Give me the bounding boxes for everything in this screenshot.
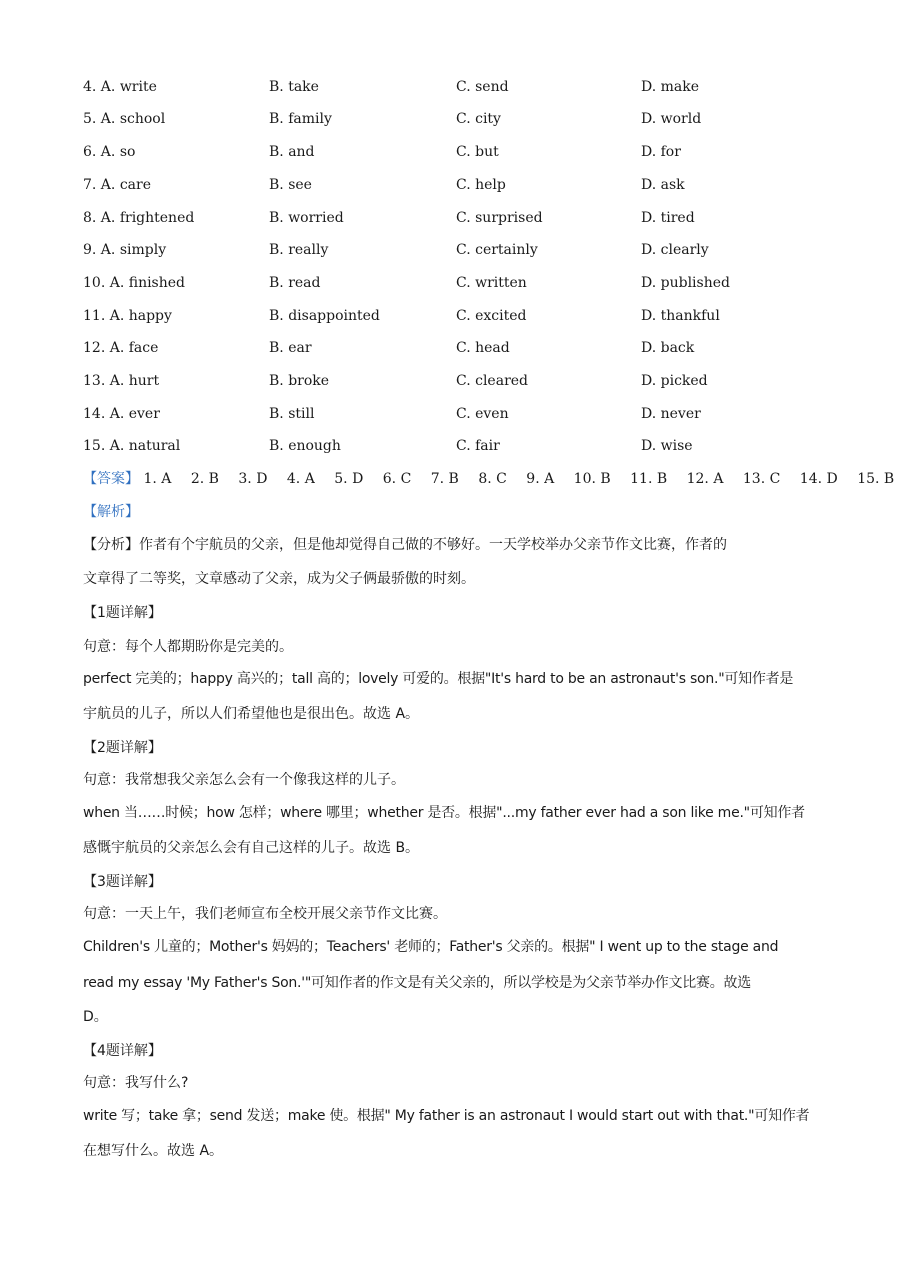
option-b: B. take [269, 79, 319, 95]
section-heading: 【2题详解】 [83, 740, 162, 756]
option-a: 14. A. ever [83, 406, 160, 422]
answer-key [83, 468, 895, 490]
answer-item: 10. B [573, 471, 611, 487]
option-a: 9. A. simply [83, 242, 167, 258]
option-d: D. clearly [641, 242, 709, 258]
question-5-options [83, 108, 843, 130]
answer-item: 7. B [430, 471, 459, 487]
option-d: D. never [641, 406, 701, 422]
sentence-meaning: 句意：我常想我父亲怎么会有一个像我这样的儿子。 [83, 772, 405, 788]
section-heading: 【4题详解】 [83, 1043, 162, 1059]
option-b: B. disappointed [269, 308, 380, 324]
answer-item: 8. C [478, 471, 507, 487]
question-9-options [83, 239, 843, 261]
answer-item: 11. B [630, 471, 668, 487]
question-6-options [83, 141, 843, 163]
summary-line: 文章得了二等奖，文章感动了父亲，成为父子俩最骄傲的时刻。 [83, 571, 475, 587]
analysis-label: 【解析】 [83, 504, 139, 520]
option-c: C. excited [456, 308, 527, 324]
answer-item: 4. A [286, 471, 315, 487]
question-4-options [83, 76, 843, 98]
answer-label: 【答案】 [83, 471, 139, 487]
explanation-line: read my essay 'My Father's Son.'"可知作者的作文是有关父亲的，所以学校是为父亲节举办作文比赛。故选 [83, 975, 752, 991]
answer-item: 13. C [742, 471, 781, 487]
option-b: B. really [269, 242, 329, 258]
question-14-options [83, 403, 843, 425]
explanation-line: perfect 完美的；happy 高兴的；tall 高的；lovely 可爱的。根据"It's hard to be an astronaut's son."可知作者是 [83, 671, 794, 687]
option-b: B. ear [269, 340, 312, 356]
answer-item: 1. A [143, 471, 172, 487]
option-d: D. world [641, 111, 702, 127]
explanation-line: 宇航员的儿子，所以人们希望他也是很出色。故选 A。 [83, 706, 420, 722]
option-c: C. city [456, 111, 501, 127]
explanation-line: 在想写什么。故选 A。 [83, 1143, 224, 1159]
option-a: 11. A. happy [83, 308, 172, 324]
question-13-options [83, 370, 843, 392]
option-a: 8. A. frightened [83, 210, 195, 226]
sentence-meaning: 句意：一天上午，我们老师宣布全校开展父亲节作文比赛。 [83, 906, 447, 922]
option-c: C. head [456, 340, 510, 356]
option-d: D. for [641, 144, 681, 160]
question-12-options [83, 337, 843, 359]
option-d: D. make [641, 79, 700, 95]
option-c: C. help [456, 177, 506, 193]
option-a: 7. A. care [83, 177, 151, 193]
option-d: D. picked [641, 373, 708, 389]
explanation-line: D。 [83, 1009, 108, 1025]
explanation-line: 感慨宇航员的父亲怎么会有自己这样的儿子。故选 B。 [83, 840, 420, 856]
answer-item: 12. A [686, 471, 724, 487]
option-d: D. tired [641, 210, 695, 226]
sentence-meaning: 句意：我写什么? [83, 1075, 189, 1091]
question-8-options [83, 207, 843, 229]
answer-item: 3. D [238, 471, 268, 487]
option-b: B. see [269, 177, 312, 193]
answer-item: 9. A [526, 471, 555, 487]
summary-line: 【分析】作者有个宇航员的父亲，但是他却觉得自己做的不够好。一天学校举办父亲节作文比赛，作者的 [83, 537, 727, 553]
option-d: D. thankful [641, 308, 720, 324]
section-heading: 【3题详解】 [83, 874, 162, 890]
option-c: C. cleared [456, 373, 529, 389]
section-heading: 【1题详解】 [83, 605, 162, 621]
question-10-options [83, 272, 843, 294]
option-c: C. send [456, 79, 509, 95]
answer-item: 5. D [334, 471, 364, 487]
answer-item: 15. B [857, 471, 895, 487]
question-11-options [83, 305, 843, 327]
option-a: 10. A. finished [83, 275, 186, 291]
answer-item: 6. C [382, 471, 412, 487]
option-c: C. surprised [456, 210, 543, 226]
option-a: 4. A. write [83, 79, 157, 95]
explanation-line: write 写；take 拿；send 发送；make 使。根据" My father is an astronaut I would start out with that."可知作者 [83, 1108, 810, 1124]
option-d: D. ask [641, 177, 685, 193]
option-c: C. even [456, 406, 509, 422]
option-b: B. broke [269, 373, 330, 389]
option-b: B. read [269, 275, 321, 291]
option-b: B. enough [269, 438, 341, 454]
question-7-options [83, 174, 843, 196]
option-a: 6. A. so [83, 144, 136, 160]
sentence-meaning: 句意：每个人都期盼你是完美的。 [83, 639, 293, 655]
option-a: 15. A. natural [83, 438, 181, 454]
option-b: B. family [269, 111, 332, 127]
option-b: B. worried [269, 210, 344, 226]
option-a: 12. A. face [83, 340, 159, 356]
option-c: C. written [456, 275, 527, 291]
option-a: 13. A. hurt [83, 373, 160, 389]
option-c: C. fair [456, 438, 500, 454]
answer-item: 14. D [799, 471, 838, 487]
option-d: D. back [641, 340, 695, 356]
option-d: D. published [641, 275, 730, 291]
option-b: B. still [269, 406, 315, 422]
explanation-line: when 当……时候；how 怎样；where 哪里；whether 是否。根据"...my father ever had a son like me."可知作者 [83, 805, 805, 821]
answer-item: 2. B [190, 471, 219, 487]
option-c: C. certainly [456, 242, 538, 258]
option-a: 5. A. school [83, 111, 166, 127]
option-b: B. and [269, 144, 315, 160]
option-d: D. wise [641, 438, 693, 454]
explanation-line: Children's 儿童的；Mother's 妈妈的；Teachers' 老师的；Father's 父亲的。根据" I went up to the stage and [83, 939, 779, 955]
option-c: C. but [456, 144, 499, 160]
question-15-options [83, 435, 843, 457]
